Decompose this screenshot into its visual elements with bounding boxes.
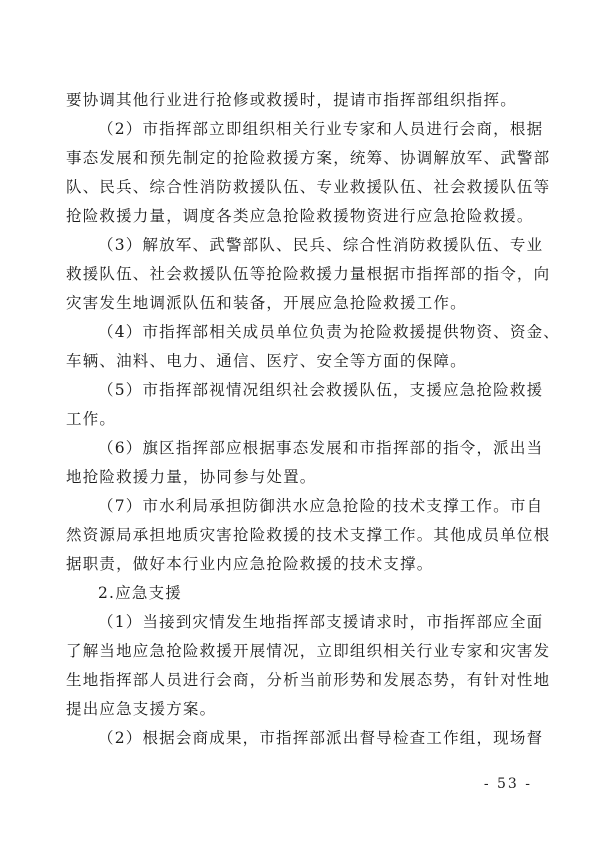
text-line: 然资源局承担地质灾害抢险救援的技术支撑工作。其他成员单位根 bbox=[66, 526, 551, 544]
text-line: 工作。 bbox=[66, 410, 117, 428]
text-line: 抢险救援力量，调度各类应急抢险救援物资进行应急抢险救援。 bbox=[66, 207, 534, 225]
text-line: 车辆、油料、电力、通信、医疗、安全等方面的保障。 bbox=[66, 352, 467, 370]
text-line: （5）市指挥部视情况组织社会救援队伍，支援应急抢险救援 bbox=[98, 381, 544, 399]
text-line: （4）市指挥部相关成员单位负责为抢险救援提供物资、资金、 bbox=[98, 323, 560, 341]
text-line: 救援队伍、社会救援队伍等抢险救援力量根据市指挥部的指令，向 bbox=[66, 265, 551, 283]
text-line: （1）当接到灾情发生地指挥部支援请求时，市指挥部应全面 bbox=[98, 613, 544, 631]
text-line: 灾害发生地调派队伍和装备，开展应急抢险救援工作。 bbox=[66, 294, 467, 312]
text-line: 要协调其他行业进行抢修或救援时，提请市指挥部组织指挥。 bbox=[66, 91, 517, 109]
document-body bbox=[66, 86, 560, 753]
text-line: 据职责，做好本行业内应急抢险救援的技术支撑。 bbox=[66, 555, 434, 573]
page-number: - 53 - bbox=[483, 776, 532, 792]
text-line: 事态发展和预先制定的抢险救援方案，统筹、协调解放军、武警部 bbox=[66, 149, 551, 167]
text-line: （6）旗区指挥部应根据事态发展和市指挥部的指令，派出当 bbox=[98, 439, 544, 457]
text-line: 提出应急支援方案。 bbox=[66, 700, 217, 718]
text-line: （2）市指挥部立即组织相关行业专家和人员进行会商，根据 bbox=[98, 120, 544, 138]
text-line: 队、民兵、综合性消防救援队伍、专业救援队伍、社会救援队伍等 bbox=[66, 178, 551, 196]
body-text bbox=[66, 86, 560, 753]
text-line: （2）根据会商成果，市指挥部派出督导检查工作组，现场督 bbox=[98, 729, 544, 747]
text-line: （7）市水利局承担防御洪水应急抢险的技术支撑工作。市自 bbox=[98, 497, 544, 515]
text-line: 生地指挥部人员进行会商，分析当前形势和发展态势，有针对性地 bbox=[66, 671, 551, 689]
text-line: 地抢险救援力量，协同参与处置。 bbox=[66, 468, 317, 486]
section-heading: 2.应急支援 bbox=[98, 584, 182, 602]
text-line: 了解当地应急抢险救援开展情况，立即组织相关行业专家和灾害发 bbox=[66, 642, 551, 660]
text-line: （3）解放军、武警部队、民兵、综合性消防救援队伍、专业 bbox=[98, 236, 544, 254]
